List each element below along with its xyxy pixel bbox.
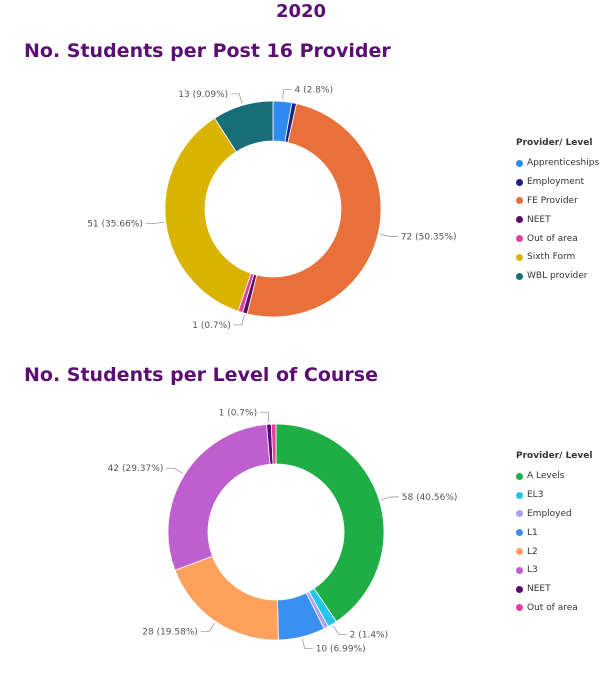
- legend-label: Employment: [527, 177, 585, 188]
- data-label-fe-provider: 72 (50.35%): [400, 232, 457, 243]
- legend-label: NEET: [527, 584, 551, 595]
- leader-line-l1: [302, 639, 312, 649]
- legend-item-employed[interactable]: [516, 505, 592, 524]
- legend-label: EL3: [527, 490, 544, 501]
- legend-label: L3: [527, 565, 538, 576]
- legend-dot-icon: [516, 273, 523, 280]
- legend-item-employment[interactable]: [516, 173, 599, 192]
- leader-line-el3: [333, 626, 346, 635]
- legend-title: Provider/ Level: [516, 138, 593, 148]
- legend-item-neet[interactable]: [516, 210, 599, 229]
- legend-item-el3[interactable]: [516, 486, 592, 505]
- leader-line-wbl-provider: [231, 94, 242, 104]
- legend-dot-icon: [516, 179, 523, 186]
- legend-dot-icon: [516, 567, 523, 574]
- legend-item-neet[interactable]: [516, 580, 592, 599]
- legend-item-a-levels[interactable]: [516, 467, 592, 486]
- legend-label: A Levels: [527, 471, 565, 482]
- legend-item-fe-provider[interactable]: [516, 192, 599, 211]
- data-label-el3: 2 (1.4%): [349, 630, 389, 641]
- data-label-l3: 42 (29.37%): [107, 464, 164, 475]
- leader-line-neet: [260, 412, 269, 422]
- data-label-sixth-form: 51 (35.66%): [87, 219, 143, 230]
- legend-dot-icon: [516, 160, 523, 167]
- legend-dot-icon: [516, 197, 523, 204]
- legend-dot-icon: [516, 510, 523, 517]
- legend-item-l3[interactable]: [516, 561, 592, 580]
- data-label-a-levels: 58 (40.56%): [401, 492, 458, 503]
- legend-dot-icon: [516, 548, 523, 555]
- legend-dot-icon: [516, 604, 523, 611]
- legend-label: WBL provider: [527, 271, 588, 282]
- legend-title: Provider/ Level: [516, 451, 593, 461]
- legend-item-out-of-area[interactable]: [516, 599, 592, 618]
- data-label-l2: 28 (19.58%): [142, 627, 198, 638]
- leader-line-l3: [166, 468, 182, 473]
- legend-label: Out of area: [527, 233, 578, 244]
- leader-line-neet: [234, 315, 245, 325]
- legend-label: Apprenticeships: [527, 158, 600, 169]
- slice-a-levels[interactable]: [276, 424, 384, 622]
- legend-label: Employed: [527, 508, 572, 519]
- chart-title-provider: No. Students per Post 16 Provider: [24, 40, 391, 62]
- legend-label: Out of area: [527, 602, 578, 613]
- data-label-l1: 10 (6.99%): [315, 644, 366, 655]
- legend-item-sixth-form[interactable]: [516, 248, 599, 267]
- legend-item-out-of-area[interactable]: [516, 229, 599, 248]
- legend-dot-icon: [516, 216, 523, 223]
- data-label-neet: 1 (0.7%): [218, 408, 258, 419]
- data-label-neet: 1 (0.7%): [192, 320, 231, 331]
- leader-line-l2: [201, 623, 215, 631]
- leader-line-apprenticeships: [283, 89, 292, 99]
- legend-item-wbl-provider[interactable]: [516, 267, 599, 286]
- slice-l3[interactable]: [168, 424, 270, 570]
- leader-line-fe-provider: [380, 234, 398, 236]
- legend-dot-icon: [516, 235, 523, 242]
- leader-line-sixth-form: [146, 222, 164, 223]
- chart-title-level: No. Students per Level of Course: [24, 364, 378, 386]
- leader-line-a-levels: [381, 497, 399, 500]
- legend-item-l2[interactable]: [516, 542, 592, 561]
- legend-label: Sixth Form: [527, 252, 576, 263]
- legend-item-apprenticeships[interactable]: [516, 154, 599, 173]
- legend-level: [516, 451, 592, 617]
- legend-item-l1[interactable]: [516, 523, 592, 542]
- legend-dot-icon: [516, 586, 523, 593]
- donut-chart-provider[interactable]: [0, 72, 602, 342]
- data-label-apprenticeships: 4 (2.8%): [294, 85, 334, 96]
- page-year-heading: 2020: [275, 1, 327, 22]
- legend-dot-icon: [516, 254, 523, 261]
- legend-dot-icon: [516, 492, 523, 499]
- legend-dot-icon: [516, 473, 523, 480]
- legend-provider: [516, 138, 599, 286]
- legend-label: FE Provider: [527, 195, 578, 206]
- legend-dot-icon: [516, 529, 523, 536]
- legend-label: L1: [527, 527, 538, 538]
- legend-label: NEET: [527, 214, 551, 225]
- data-label-wbl-provider: 13 (9.09%): [178, 89, 229, 100]
- legend-label: L2: [527, 546, 538, 557]
- donut-chart-level[interactable]: [0, 396, 602, 666]
